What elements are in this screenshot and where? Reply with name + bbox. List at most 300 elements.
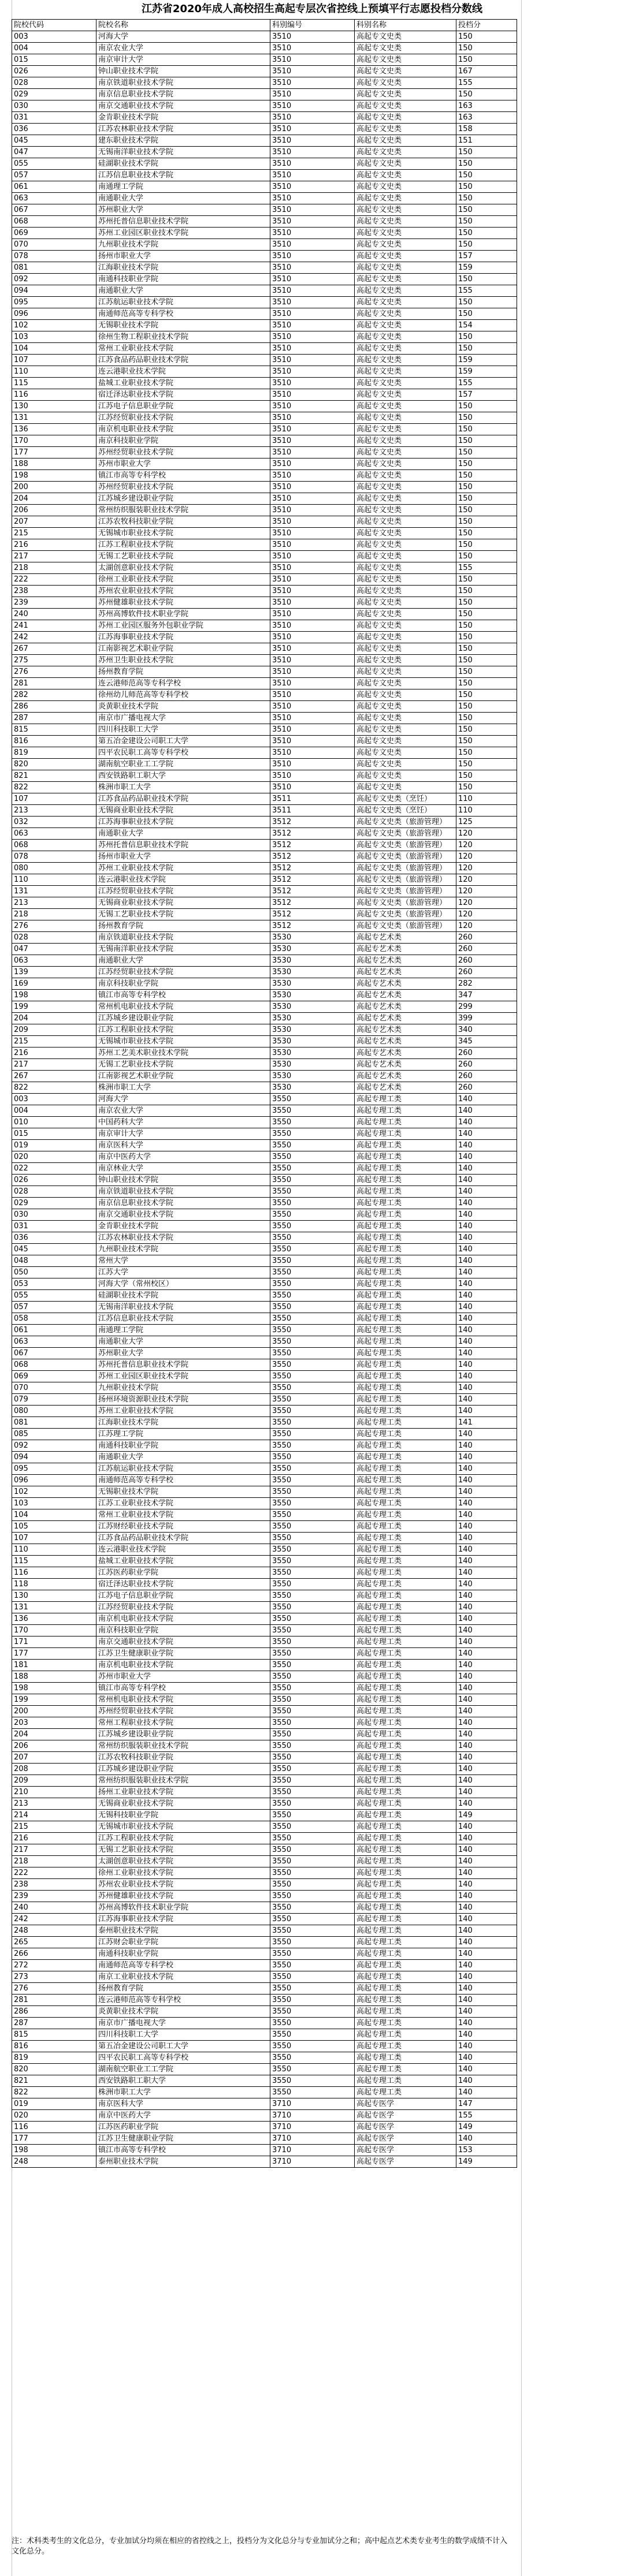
cell-code: 240 [12, 1902, 96, 1914]
cell-score: 159 [456, 355, 517, 366]
table-row [12, 1810, 517, 1821]
cell-score: 120 [456, 874, 517, 886]
cell-category-code: 3550 [270, 1660, 355, 1671]
cell-score: 140 [456, 1856, 517, 1867]
cell-category-name: 高起专文史类 [355, 389, 456, 401]
cell-code: 181 [12, 1660, 96, 1671]
cell-category-code: 3550 [270, 1175, 355, 1186]
cell-category-name: 高起专文史类 [355, 181, 456, 193]
cell-category-code: 3512 [270, 863, 355, 874]
cell-score: 140 [456, 1867, 517, 1879]
table-row [12, 2075, 517, 2087]
cell-code: 019 [12, 1140, 96, 1151]
cell-school-name: 株洲市职工大学 [96, 2087, 270, 2098]
cell-category-code: 3512 [270, 909, 355, 920]
cell-school-name: 湖南航空职业工工学院 [96, 759, 270, 770]
table-row [12, 1787, 517, 1798]
cell-school-name: 江海职业技术学院 [96, 1417, 270, 1429]
table-row [12, 1902, 517, 1914]
cell-category-name: 高起专理工类 [355, 1764, 456, 1775]
cell-category-code: 3550 [270, 1117, 355, 1128]
cell-category-name: 高起专理工类 [355, 1787, 456, 1798]
cell-school-name: 江苏农牧科技职业学院 [96, 516, 270, 528]
cell-category-code: 3550 [270, 1844, 355, 1856]
cell-school-name: 无锡工艺职业技术学院 [96, 1059, 270, 1071]
cell-code: 204 [12, 1013, 96, 1024]
cell-score: 140 [456, 1937, 517, 1948]
cell-code: 031 [12, 112, 96, 124]
cell-code: 107 [12, 1533, 96, 1544]
cell-code: 048 [12, 1255, 96, 1267]
cell-category-name: 高起专理工类 [355, 1683, 456, 1694]
cell-school-name: 江苏经贸职业技术学院 [96, 967, 270, 978]
cell-code: 218 [12, 909, 96, 920]
table-row [12, 251, 517, 262]
cell-code: 094 [12, 285, 96, 297]
cell-category-code: 3550 [270, 1533, 355, 1544]
cell-code: 239 [12, 1891, 96, 1902]
cell-category-name: 高起专文史类 [355, 378, 456, 389]
cell-code: 287 [12, 2018, 96, 2029]
cell-category-code: 3510 [270, 355, 355, 366]
cell-school-name: 江海职业技术学院 [96, 262, 270, 274]
cell-score: 120 [456, 828, 517, 840]
cell-category-code: 3510 [270, 447, 355, 458]
cell-category-name: 高起专理工类 [355, 1971, 456, 1983]
cell-code: 215 [12, 528, 96, 539]
cell-category-code: 3550 [270, 1775, 355, 1787]
cell-score: 150 [456, 678, 517, 689]
table-row [12, 713, 517, 724]
cell-category-code: 3550 [270, 1740, 355, 1752]
cell-score: 140 [456, 1290, 517, 1302]
cell-code: 242 [12, 632, 96, 643]
cell-school-name: 金肯职业技术学院 [96, 112, 270, 124]
table-row [12, 1336, 517, 1348]
cell-category-name: 高起专艺术类 [355, 1036, 456, 1047]
table-row [12, 955, 517, 967]
cell-school-name: 南京林业大学 [96, 1163, 270, 1175]
cell-code: 070 [12, 239, 96, 251]
cell-category-name: 高起专理工类 [355, 1336, 456, 1348]
cell-score: 140 [456, 1186, 517, 1198]
cell-category-code: 3550 [270, 1105, 355, 1117]
cell-code: 248 [12, 1925, 96, 1937]
cell-code: 092 [12, 1440, 96, 1452]
table-row [12, 701, 517, 713]
cell-school-name: 徐州幼儿师范高等专科学校 [96, 689, 270, 701]
cell-code: 815 [12, 2029, 96, 2041]
cell-code: 107 [12, 793, 96, 805]
cell-school-name: 常州大学 [96, 1255, 270, 1267]
table-row [12, 1891, 517, 1902]
cell-school-name: 南通职业大学 [96, 285, 270, 297]
cell-school-name: 南京机电职业技术学院 [96, 424, 270, 435]
cell-category-code: 3510 [270, 505, 355, 516]
cell-category-code: 3550 [270, 2006, 355, 2018]
cell-category-code: 3550 [270, 1313, 355, 1325]
cell-code: 206 [12, 505, 96, 516]
table-row [12, 1036, 517, 1047]
cell-category-name: 高起专理工类 [355, 1914, 456, 1925]
cell-score: 140 [456, 2041, 517, 2052]
table-row [12, 920, 517, 932]
cell-category-code: 3550 [270, 2018, 355, 2029]
cell-category-code: 3510 [270, 31, 355, 43]
table-row [12, 493, 517, 505]
table-row [12, 193, 517, 204]
cell-category-code: 3550 [270, 1810, 355, 1821]
cell-code: 080 [12, 863, 96, 874]
cell-category-code: 3550 [270, 1683, 355, 1694]
cell-category-code: 3550 [270, 1336, 355, 1348]
table-row [12, 77, 517, 89]
table-row [12, 412, 517, 424]
cell-school-name: 江苏食品药品职业技术学院 [96, 793, 270, 805]
cell-school-name: 南京交通职业技术学院 [96, 1636, 270, 1648]
cell-category-name: 高起专理工类 [355, 1186, 456, 1198]
cell-score: 155 [456, 378, 517, 389]
table-row [12, 239, 517, 251]
cell-category-code: 3512 [270, 828, 355, 840]
cell-score: 140 [456, 1175, 517, 1186]
cell-school-name: 江苏城乡建设职业学院 [96, 493, 270, 505]
cell-category-code: 3510 [270, 643, 355, 655]
cell-score: 140 [456, 1717, 517, 1729]
table-row [12, 401, 517, 412]
table-row [12, 1625, 517, 1636]
cell-school-name: 无锡城市职业技术学院 [96, 1821, 270, 1833]
cell-school-name: 株洲市职工大学 [96, 782, 270, 793]
cell-category-name: 高起专文史类 [355, 66, 456, 77]
cell-category-code: 3550 [270, 1971, 355, 1983]
cell-school-name: 无锡商业职业技术学院 [96, 805, 270, 817]
cell-category-code: 3510 [270, 620, 355, 632]
table-row [12, 2122, 517, 2133]
cell-score: 260 [456, 1059, 517, 1071]
cell-school-name: 常州工业职业技术学院 [96, 1509, 270, 1521]
cell-category-code: 3510 [270, 147, 355, 158]
cell-code: 096 [12, 308, 96, 320]
cell-code: 286 [12, 2006, 96, 2018]
cell-score: 140 [456, 1302, 517, 1313]
cell-code: 116 [12, 2122, 96, 2133]
cell-category-name: 高起专文史类 [355, 285, 456, 297]
cell-category-code: 3550 [270, 1278, 355, 1290]
cell-school-name: 常州工程职业技术学院 [96, 1717, 270, 1729]
cell-school-name: 苏州农业职业技术学院 [96, 586, 270, 597]
cell-school-name: 江苏城乡建设职业学院 [96, 1764, 270, 1775]
cell-code: 015 [12, 54, 96, 66]
cell-category-name: 高起专理工类 [355, 1128, 456, 1140]
cell-school-name: 连云港师范高等专科学校 [96, 1995, 270, 2006]
cell-category-code: 3550 [270, 1440, 355, 1452]
table-row [12, 274, 517, 285]
cell-school-name: 苏州工业园区职业技术学院 [96, 1371, 270, 1382]
cell-code: 057 [12, 170, 96, 181]
cell-code: 102 [12, 320, 96, 331]
cell-score: 140 [456, 1636, 517, 1648]
cell-school-name: 江苏农牧科技职业学院 [96, 1752, 270, 1764]
cell-school-name: 河海大学 [96, 31, 270, 43]
cell-code: 070 [12, 1382, 96, 1394]
cell-category-name: 高起专理工类 [355, 2018, 456, 2029]
cell-category-code: 3510 [270, 770, 355, 782]
cell-score: 140 [456, 1486, 517, 1498]
table-row [12, 2133, 517, 2145]
cell-score: 150 [456, 204, 517, 216]
table-row [12, 158, 517, 170]
cell-score: 345 [456, 1036, 517, 1047]
cell-score: 140 [456, 1752, 517, 1764]
table-row [12, 1798, 517, 1810]
cell-score: 150 [456, 620, 517, 632]
cell-score: 150 [456, 597, 517, 609]
cell-code: 095 [12, 1463, 96, 1475]
table-row [12, 170, 517, 181]
cell-category-name: 高起专理工类 [355, 1810, 456, 1821]
cell-category-code: 3510 [270, 424, 355, 435]
cell-category-name: 高起专文史类 [355, 447, 456, 458]
cell-code: 215 [12, 1036, 96, 1047]
cell-category-code: 3550 [270, 1694, 355, 1706]
table-row [12, 1914, 517, 1925]
cell-category-code: 3510 [270, 551, 355, 562]
cell-code: 050 [12, 1267, 96, 1278]
cell-category-name: 高起专文史类（烹饪） [355, 805, 456, 817]
cell-category-name: 高起专理工类 [355, 1602, 456, 1613]
cell-category-code: 3550 [270, 1995, 355, 2006]
cell-school-name: 无锡工艺职业技术学院 [96, 551, 270, 562]
cell-school-name: 江苏经贸职业技术学院 [96, 1602, 270, 1613]
cell-category-code: 3510 [270, 782, 355, 793]
cell-school-name: 湖南航空职业工工学院 [96, 2064, 270, 2075]
cell-score: 150 [456, 493, 517, 505]
table-row [12, 482, 517, 493]
table-row [12, 216, 517, 228]
cell-category-code: 3550 [270, 1429, 355, 1440]
cell-score: 140 [456, 1267, 517, 1278]
cell-category-name: 高起专文史类 [355, 539, 456, 551]
cell-category-name: 高起专艺术类 [355, 967, 456, 978]
cell-score: 150 [456, 43, 517, 54]
cell-category-name: 高起专理工类 [355, 1925, 456, 1937]
cell-category-code: 3510 [270, 285, 355, 297]
cell-code: 110 [12, 1544, 96, 1556]
table-row [12, 990, 517, 1001]
cell-code: 822 [12, 782, 96, 793]
table-row [12, 505, 517, 516]
cell-code: 206 [12, 1740, 96, 1752]
cell-category-code: 3510 [270, 713, 355, 724]
cell-score: 140 [456, 1140, 517, 1151]
cell-score: 260 [456, 955, 517, 967]
cell-category-name: 高起专理工类 [355, 1636, 456, 1648]
cell-category-code: 3530 [270, 1013, 355, 1024]
cell-category-name: 高起专理工类 [355, 1325, 456, 1336]
cell-score: 140 [456, 1891, 517, 1902]
cell-score: 140 [456, 1995, 517, 2006]
cell-school-name: 无锡商业职业技术学院 [96, 1798, 270, 1810]
cell-score: 150 [456, 655, 517, 666]
cell-code: 079 [12, 1394, 96, 1406]
cell-score: 159 [456, 262, 517, 274]
table-row [12, 1394, 517, 1406]
cell-code: 198 [12, 470, 96, 482]
cell-school-name: 苏州经贸职业技术学院 [96, 1706, 270, 1717]
cell-code: 198 [12, 1683, 96, 1694]
cell-score: 150 [456, 470, 517, 482]
cell-code: 216 [12, 1047, 96, 1059]
cell-category-name: 高起专文史类 [355, 54, 456, 66]
cell-category-code: 3710 [270, 2145, 355, 2156]
cell-school-name: 江苏医药职业学院 [96, 1567, 270, 1579]
table-row [12, 470, 517, 482]
table-row [12, 2029, 517, 2041]
cell-score: 260 [456, 1071, 517, 1082]
cell-score: 150 [456, 147, 517, 158]
cell-category-name: 高起专理工类 [355, 1856, 456, 1867]
table-row [12, 1775, 517, 1787]
table-row [12, 43, 517, 54]
table-row [12, 1302, 517, 1313]
cell-category-name: 高起专理工类 [355, 1255, 456, 1267]
table-row [12, 1128, 517, 1140]
cell-category-name: 高起专艺术类 [355, 990, 456, 1001]
cell-school-name: 无锡工艺职业技术学院 [96, 909, 270, 920]
cell-category-name: 高起专理工类 [355, 1406, 456, 1417]
cell-category-code: 3510 [270, 216, 355, 228]
cell-category-code: 3530 [270, 990, 355, 1001]
cell-category-code: 3550 [270, 1475, 355, 1486]
cell-score: 120 [456, 920, 517, 932]
cell-category-code: 3550 [270, 1914, 355, 1925]
cell-category-code: 3510 [270, 539, 355, 551]
table-row [12, 1983, 517, 1995]
cell-category-code: 3550 [270, 1186, 355, 1198]
cell-school-name: 中国药科大学 [96, 1117, 270, 1128]
cell-school-name: 株洲市职工大学 [96, 1082, 270, 1094]
table-row [12, 2145, 517, 2156]
cell-school-name: 江苏财经职业技术学院 [96, 1521, 270, 1533]
cell-code: 287 [12, 713, 96, 724]
cell-score: 140 [456, 1671, 517, 1683]
cell-code: 104 [12, 1509, 96, 1521]
table-row [12, 1175, 517, 1186]
cell-score: 150 [456, 551, 517, 562]
table-row [12, 967, 517, 978]
cell-school-name: 西安铁路职工职大学 [96, 770, 270, 782]
cell-category-code: 3530 [270, 1059, 355, 1071]
cell-score: 140 [456, 1925, 517, 1937]
cell-code: 213 [12, 805, 96, 817]
cell-code: 055 [12, 158, 96, 170]
table-row [12, 1429, 517, 1440]
cell-category-name: 高起专文史类 [355, 689, 456, 701]
cell-code: 067 [12, 1348, 96, 1359]
cell-score: 150 [456, 666, 517, 678]
cell-score: 157 [456, 389, 517, 401]
cell-school-name: 苏州工业职业技术学院 [96, 863, 270, 874]
cell-school-name: 苏州经贸职业技术学院 [96, 482, 270, 493]
table-row [12, 1290, 517, 1302]
cell-score: 140 [456, 1983, 517, 1995]
cell-category-name: 高起专文史类 [355, 216, 456, 228]
cell-code: 003 [12, 31, 96, 43]
cell-category-name: 高起专文史类 [355, 678, 456, 689]
table-row [12, 124, 517, 135]
cell-school-name: 无锡职业技术学院 [96, 1486, 270, 1498]
cell-category-code: 3550 [270, 1255, 355, 1267]
cell-school-name: 西安铁路职工职大学 [96, 2075, 270, 2087]
table-row [12, 1406, 517, 1417]
cell-score: 150 [456, 170, 517, 181]
cell-code: 028 [12, 77, 96, 89]
cell-code: 028 [12, 932, 96, 944]
cell-code: 004 [12, 43, 96, 54]
cell-school-name: 江苏海事职业技术学院 [96, 632, 270, 643]
cell-score: 151 [456, 135, 517, 147]
cell-code: 822 [12, 2087, 96, 2098]
table-row [12, 66, 517, 77]
cell-school-name: 南京交通职业技术学院 [96, 1209, 270, 1221]
footnote: 注：术科类考生的文化总分，专业加试分均须在相应的省控线之上，投档分为文化总分与专业加试分之和；高中起点艺术类专业考生的数学成绩不计入文化总分。 [12, 2537, 508, 2556]
cell-score: 140 [456, 2018, 517, 2029]
table-row [12, 586, 517, 597]
cell-category-code: 3550 [270, 1752, 355, 1764]
cell-code: 209 [12, 1775, 96, 1787]
cell-category-name: 高起专理工类 [355, 1175, 456, 1186]
cell-score: 150 [456, 89, 517, 100]
table-row [12, 1094, 517, 1105]
cell-category-name: 高起专文史类 [355, 112, 456, 124]
cell-code: 217 [12, 1059, 96, 1071]
cell-category-name: 高起专文史类 [355, 713, 456, 724]
cell-score: 140 [456, 1151, 517, 1163]
cell-code: 204 [12, 493, 96, 505]
cell-code: 096 [12, 1475, 96, 1486]
cell-category-code: 3510 [270, 343, 355, 355]
cell-category-code: 3550 [270, 1798, 355, 1810]
cell-score: 150 [456, 412, 517, 424]
cell-score: 260 [456, 967, 517, 978]
table-row [12, 1544, 517, 1556]
table-row [12, 874, 517, 886]
cell-school-name: 江南影视艺术职业学院 [96, 1071, 270, 1082]
cell-category-code: 3510 [270, 77, 355, 89]
cell-code: 103 [12, 331, 96, 343]
table-row [12, 89, 517, 100]
cell-score: 140 [456, 1556, 517, 1567]
cell-score: 141 [456, 1417, 517, 1429]
cell-school-name: 江苏航运职业技术学院 [96, 1463, 270, 1475]
cell-code: 036 [12, 124, 96, 135]
cell-category-code: 3510 [270, 239, 355, 251]
cell-score: 140 [456, 1371, 517, 1382]
cell-category-name: 高起专文史类 [355, 701, 456, 713]
cell-code: 063 [12, 1336, 96, 1348]
cell-school-name: 南通理工学院 [96, 1325, 270, 1336]
cell-category-name: 高起专文史类 [355, 239, 456, 251]
cell-category-code: 3550 [270, 1937, 355, 1948]
cell-code: 069 [12, 228, 96, 239]
cell-category-code: 3550 [270, 1394, 355, 1406]
cell-code: 242 [12, 1914, 96, 1925]
cell-school-name: 扬州教育学院 [96, 666, 270, 678]
cell-category-code: 3510 [270, 389, 355, 401]
cell-score: 150 [456, 759, 517, 770]
cell-category-code: 3510 [270, 124, 355, 135]
